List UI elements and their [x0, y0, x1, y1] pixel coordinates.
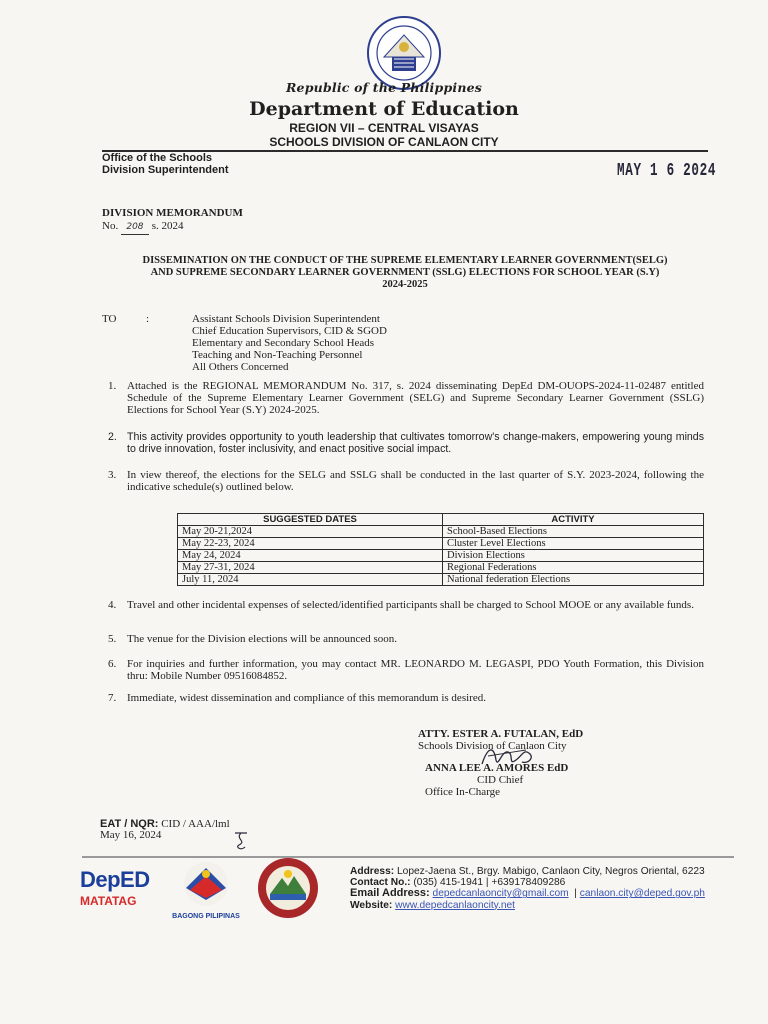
paragraph-text: In view thereof, the elections for the SELG and SSLG shall be conducted in the last quarter of S.Y. 2023-2024, following the indicative schedule(s) outlined below.	[127, 469, 704, 494]
recipient-item: Assistant Schools Division Superintendent	[192, 313, 380, 325]
matatag-wordmark: MATATAG	[80, 894, 137, 908]
paragraph-number: 3.	[108, 469, 117, 481]
table-row	[178, 562, 704, 574]
date-cell: May 20-21,2024	[178, 526, 443, 538]
footer-divider	[82, 856, 734, 858]
website-link[interactable]: www.depedcanlaoncity.net	[395, 899, 515, 911]
schedule-table	[177, 513, 704, 586]
bagong-pilipinas-logo	[168, 860, 244, 920]
office-line-1: Office of the Schools	[102, 152, 213, 164]
paragraph-text: The venue for the Division elections will be announced soon.	[127, 633, 398, 645]
paragraph-7	[108, 692, 704, 704]
to-colon: :	[146, 313, 150, 325]
paragraph-text: Travel and other incidental expenses of selected/identified participants shall be charged to School MOOE or any available funds.	[127, 599, 694, 611]
subject-line-2: AND SUPREME SECONDARY LEARNER GOVERNMENT (SSLG) ELECTIONS FOR SCHOOL YEAR (S.Y)	[150, 267, 660, 278]
paragraph-number: 7.	[108, 692, 117, 704]
recipient-item: Teaching and Non-Teaching Personnel	[192, 349, 363, 362]
activity-cell: Regional Federations	[443, 562, 704, 574]
reference-value: CID / AAA/lml	[161, 818, 230, 830]
email-link-1[interactable]: depedcanlaoncity@gmail.com	[432, 888, 569, 900]
activity-cell: National federation Elections	[443, 574, 704, 586]
deped-matatag-logo	[80, 864, 160, 918]
memo-type: DIVISION MEMORANDUM	[102, 207, 243, 219]
paragraph-number: 1.	[108, 380, 117, 392]
memo-no-value: 208	[121, 221, 149, 235]
subject-line-1: DISSEMINATION ON THE CONDUCT OF THE SUPREME ELEMENTARY LEARNER GOVERNMENT(SELG)	[142, 255, 668, 266]
oic-title-2: Office In-Charge	[425, 786, 501, 798]
paragraph-text: Attached is the REGIONAL MEMORANDUM No. 317, s. 2024 disseminating DepEd DM-OUOPS-2024-11-02487 entitled Schedule of the Supreme Elementary Learner Government (SELG) and Supreme Secondary Learner Government (SSLG) Elections for School Year (S.Y) 2024-2025.	[127, 380, 704, 417]
memo-subject	[102, 255, 708, 291]
address-value: Lopez-Jaena St., Brgy. Mabigo, Canlaon City, Negros Oriental, 6223	[397, 866, 705, 877]
division-line: SCHOOLS DIVISION OF CANLAON CITY	[269, 135, 499, 149]
address-label: Address:	[350, 866, 395, 877]
oic-name: ANNA LEE A. AMORES EdD	[425, 762, 569, 774]
paragraph-text: This activity provides opportunity to youth leadership that cultivates tomorrow's change-makers, empowering young minds to drive innovation, foster inclusivity, and enact positive social impact.	[127, 431, 704, 456]
recipient-item: Elementary and Secondary School Heads	[192, 337, 375, 350]
paragraph-number: 2.	[108, 431, 117, 443]
reference-label: EAT / NQR:	[100, 818, 159, 830]
column-header: ACTIVITY	[443, 514, 704, 526]
paragraph-number: 6.	[108, 658, 117, 670]
address-line	[350, 866, 705, 877]
website-label: Website:	[350, 899, 393, 911]
recipient-list	[192, 313, 387, 373]
republic-line: Republic of the Philippines	[285, 80, 483, 95]
paragraph-2	[108, 431, 704, 455]
paragraph-5	[108, 633, 704, 645]
website-line	[350, 900, 705, 911]
office-label	[102, 152, 229, 176]
paragraph-number: 4.	[108, 599, 117, 611]
paragraph-1	[108, 380, 704, 417]
signatory-oic	[425, 762, 568, 798]
table-row	[178, 526, 704, 538]
memo-number-line	[102, 220, 243, 235]
reference-date: May 16, 2024	[100, 829, 162, 841]
recipient-item: All Others Concerned	[192, 361, 289, 374]
reference-block	[100, 819, 230, 841]
paragraph-number: 5.	[108, 633, 117, 645]
memo-no-label: No.	[102, 220, 119, 232]
contact-value: (035) 415-1941 | +639178409286	[413, 877, 566, 889]
email-line: Email Address: depedcanlaoncity@gmail.com | canlaon.city@deped.gov.ph	[350, 887, 705, 900]
memo-heading	[102, 207, 243, 235]
department-name: Department of Education	[249, 98, 519, 120]
paragraph-3	[108, 469, 704, 493]
office-line-2: Division Superintendent	[102, 164, 229, 176]
bagong-pilipinas-emblem	[168, 860, 244, 908]
paragraph-text: Immediate, widest dissemination and compliance of this memorandum is desired.	[127, 692, 486, 704]
paragraph-4	[108, 599, 704, 611]
paragraph-6	[108, 658, 704, 682]
region-line: REGION VII – CENTRAL VISAYAS	[289, 121, 479, 135]
date-cell: May 27-31, 2024	[178, 562, 443, 574]
column-header: SUGGESTED DATES	[178, 514, 443, 526]
to-label: TO	[102, 313, 117, 325]
date-stamp: MAY 1 6 2024	[617, 161, 717, 181]
date-cell: July 11, 2024	[178, 574, 443, 586]
deped-wordmark: DepED	[80, 867, 150, 892]
sds-name: ATTY. ESTER A. FUTALAN, EdD	[418, 728, 584, 740]
recipient-item: Chief Education Supervisors, CID & SGOD	[192, 325, 387, 338]
activity-cell: School-Based Elections	[443, 526, 704, 538]
paragraph-text: For inquiries and further information, you may contact MR. LEONARDO M. LEGASPI, PDO Youth Formation, this Division thru: Mobile Number 09516084852.	[127, 658, 704, 683]
table-row	[178, 538, 704, 550]
contact-block	[350, 866, 705, 911]
activity-cell: Cluster Level Elections	[443, 538, 704, 550]
subject-line-3: 2024-2025	[382, 279, 428, 290]
date-cell: May 24, 2024	[178, 550, 443, 562]
oic-title-1: CID Chief	[477, 774, 524, 786]
memo-series: s. 2024	[151, 220, 184, 232]
table-header-row	[178, 514, 704, 526]
contact-label: Contact No.:	[350, 877, 411, 889]
division-seal-logo	[252, 856, 324, 920]
table-row	[178, 550, 704, 562]
handwritten-initial	[231, 829, 251, 853]
email-label: Email Address:	[350, 887, 430, 900]
sds-title: Schools Division of Canlaon City	[418, 740, 567, 752]
bagong-pilipinas-text: BAGONG PILIPINAS	[172, 913, 240, 920]
email-link-2[interactable]: canlaon.city@deped.gov.ph	[579, 888, 705, 900]
date-cell: May 22-23, 2024	[178, 538, 443, 550]
activity-cell: Division Elections	[443, 550, 704, 562]
table-row	[178, 574, 704, 586]
